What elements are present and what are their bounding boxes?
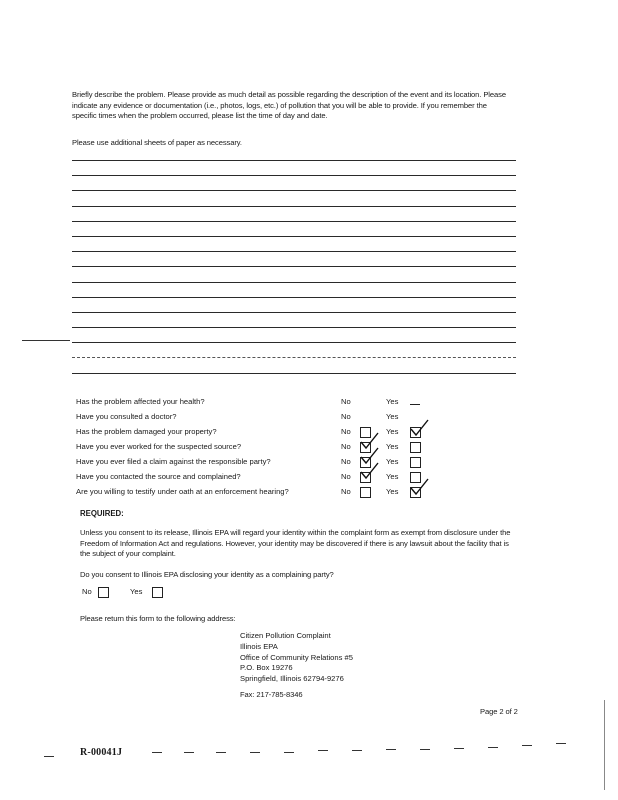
writing-line <box>72 175 516 176</box>
footer-dash <box>216 752 226 753</box>
scan-edge-line <box>604 700 605 790</box>
problem-description-instructions: Briefly describe the problem. Please provide as much detail as possible regarding the description of the event and its location. Please indicate any evidence or documentation (i.e., photos, logs, etc.) of pollution that you will be able to provide. If you remember the specific times when the problem occurred, please list the time of day and date. <box>72 90 506 121</box>
writing-line <box>72 342 516 343</box>
footer-dash <box>352 750 362 751</box>
writing-line <box>72 297 516 298</box>
yes-checkbox[interactable] <box>410 442 421 453</box>
question-contacted-source: Have you contacted the source and complained? No Yes <box>76 470 506 483</box>
checkmark-icon <box>408 419 430 437</box>
checkmark-icon <box>408 478 430 496</box>
writing-line <box>72 160 516 161</box>
mailing-address <box>240 631 440 685</box>
question-doctor: Have you consulted a doctor? No Yes <box>76 412 399 421</box>
footer-dash <box>454 748 464 749</box>
writing-line <box>72 190 516 191</box>
address-line: Springfield, Illinois 62794-9276 <box>240 674 344 684</box>
scan-artifact-line <box>22 340 70 341</box>
writing-line <box>72 282 516 283</box>
document-id: R-00041J <box>80 747 123 758</box>
question-health: Has the problem affected your health? No Yes <box>76 395 506 408</box>
question-property: Has the problem damaged your property? No Yes <box>76 425 506 438</box>
footer-dash <box>420 749 430 750</box>
consent-question: Do you consent to Illinois EPA disclosing your identity as a complaining party? <box>80 570 334 579</box>
footer-dash <box>44 756 54 757</box>
address-line: Office of Community Relations #5 <box>240 652 353 662</box>
problem-description-lines[interactable] <box>72 160 516 388</box>
footer-dash <box>152 752 162 753</box>
question-filed-claim: Have you ever filed a claim against the responsible party? No Yes <box>76 455 506 468</box>
address-line: P.O. Box 19276 <box>240 663 293 673</box>
question-testify: Are you willing to testify under oath at an enforcement hearing? No Yes <box>76 485 506 498</box>
writing-line <box>72 206 516 207</box>
address-line: Illinois EPA <box>240 641 278 651</box>
checkmark-icon <box>358 462 380 480</box>
writing-line <box>72 312 516 313</box>
page-number: Page 2 of 2 <box>480 707 518 716</box>
writing-line <box>72 373 516 374</box>
footer-dash <box>556 743 566 744</box>
fax-number: Fax: 217-785-8346 <box>240 690 303 699</box>
return-instruction: Please return this form to the following address: <box>80 614 236 623</box>
footer-dash <box>250 752 260 753</box>
writing-line <box>72 251 516 252</box>
yes-blank[interactable] <box>410 404 420 405</box>
yes-checkbox[interactable] <box>410 457 421 468</box>
writing-line <box>72 236 516 237</box>
writing-line <box>72 327 516 328</box>
footer-dash <box>488 747 498 748</box>
footer-dash <box>318 750 328 751</box>
address-line: Citizen Pollution Complaint <box>240 631 331 640</box>
required-notice: Unless you consent to its release, Illinois EPA will regard your identity within the complaint form as exempt from disclosure under the Freedom of Information Act and regulations. However, your identity may be discovered if there is any lawsuit about the facility that is the subject of your complaint. <box>80 528 511 559</box>
footer-dash <box>522 745 532 746</box>
writing-line <box>72 266 516 267</box>
question-worked-for-source: Have you ever worked for the suspected source? No Yes <box>76 440 506 453</box>
consent-yes-checkbox[interactable] <box>152 587 163 598</box>
no-checkbox[interactable] <box>360 487 371 498</box>
writing-line <box>72 357 516 358</box>
writing-line <box>72 221 516 222</box>
consent-no-checkbox[interactable] <box>98 587 109 598</box>
footer-dash <box>386 749 396 750</box>
consent-options: No Yes <box>82 585 282 599</box>
footer-dash <box>184 752 194 753</box>
footer-dash <box>284 752 294 753</box>
required-heading: REQUIRED: <box>80 509 124 518</box>
additional-sheets-note: Please use additional sheets of paper as necessary. <box>72 138 242 147</box>
